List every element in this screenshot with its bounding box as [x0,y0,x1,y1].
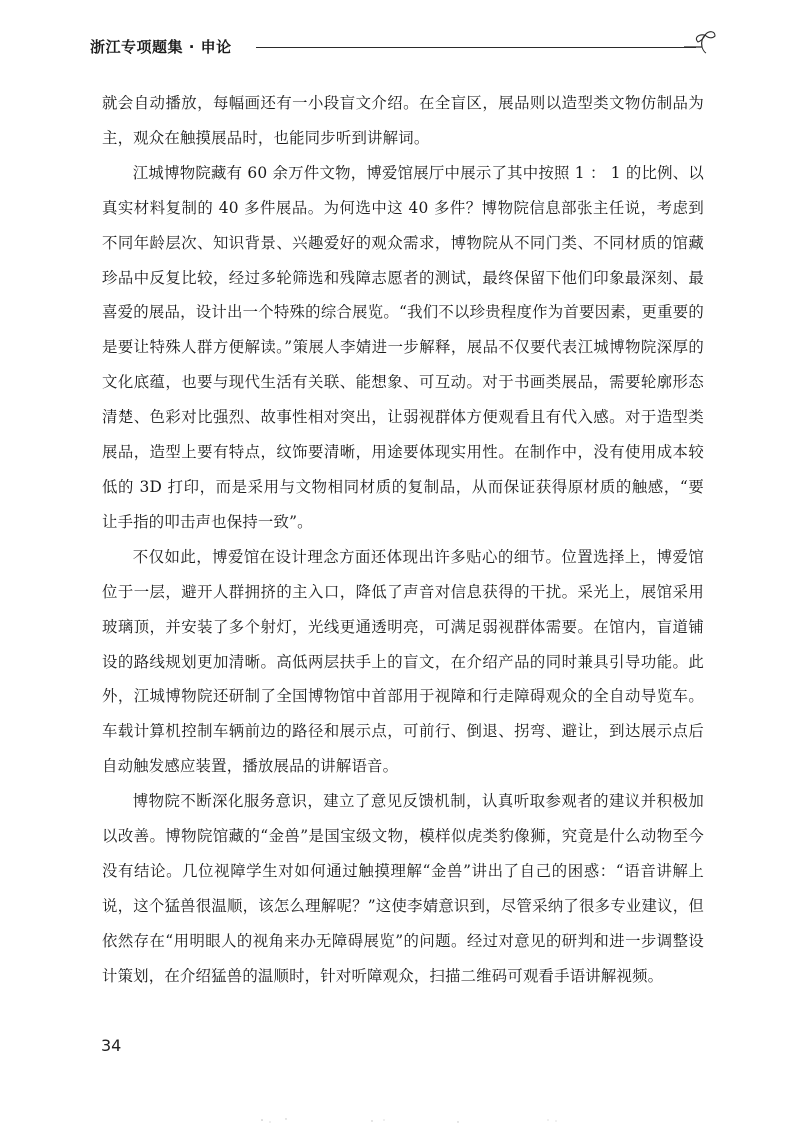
paragraph-4: 博物院不断深化服务意识，建立了意见反馈机制，认真听取参观者的建议并积极加以改善。博物院馆藏的“金兽”是国宝级文物，模样似虎类豹像狮，究竟是什么动物至今没有结论。几位视障学生对如何通过触摸理解“金兽”讲出了自己的困惑：“语音讲解上说，这个猛兽很温顺，该怎么理解呢？”这使李婧意识到，尽管采纳了很多专业建议，但依然存在“用明眼人的视角来办无障碍展览”的问题。经过对意见的研判和进一步调整设计策划，在介绍猛兽的温顺时，针对听障观众，扫描二维码可观看手语讲解视频。 [102,792,704,985]
paragraph-2: 江城博物院藏有 60 余万件文物，博爱馆展厅中展示了其中按照 1 ： 1 的比例、以真实材料复制的 40 多件展品。为何选中这 40 多件？博物院信息部张主任说，考虑到不同年龄层次、知识背景、兴趣爱好的观众需求，博物院从不同门类、不同材质的馆藏珍品中反复比较，经过多轮筛选和残障志愿者的测试，最终保留下他们印象最深刻、最喜爱的展品，设计出一个特殊的综合展览。“我们不以珍贵程度作为首要因素，更重要的是要让特殊人群方便解读。”策展人李婧进一步解释，展品不仅要代表江城博物院深厚的文化底蕴，也要与现代生活有关联、能想象、可互动。对于书画类展品，需要轮廓形态清楚、色彩对比强烈、故事性相对突出，让弱视群体方便观看且有代入感。对于造型类展品，造型上要有特点，纹饰要清晰，用途要体现实用性。在制作中，没有使用成本较低的 3D 打印，而是采用与文物相同材质的复制品，从而保证获得原材质的触感，“要让手指的叩击声也保持一致”。 [102,163,704,531]
running-header [84,28,724,56]
scan-specks [0,1108,800,1128]
sprout-icon [682,28,718,54]
paragraph-3: 不仅如此，博爱馆在设计理念方面还体现出许多贴心的细节。位置选择上，博爱馆位于一层，避开人群拥挤的主入口，降低了声音对信息获得的干扰。采光上，展馆采用玻璃顶，并安装了多个射灯，光线更通透明亮，可满足弱视群体需要。在馆内，盲道铺设的路线规划更加清晰。高低两层扶手上的盲文，在介绍产品的同时兼具引导功能。此外，江城博物院还研制了全国博物馆中首部用于视障和行走障碍观众的全自动导览车。车载计算机控制车辆前边的路径和展示点，可前行、倒退、拐弯、避让，到达展示点后自动触发感应装置，播放展品的讲解语音。 [102,547,704,776]
header-title: 浙江专项题集 · 申论 [90,38,232,56]
paragraph-1: 就会自动播放，每幅画还有一小段盲文介绍。在全盲区，展品则以造型类文物仿制品为主，观众在触摸展品时，也能同步听到讲解词。 [102,94,704,147]
body-text [102,86,704,994]
header-rule [256,47,696,48]
page-number: 34 [101,1036,122,1055]
